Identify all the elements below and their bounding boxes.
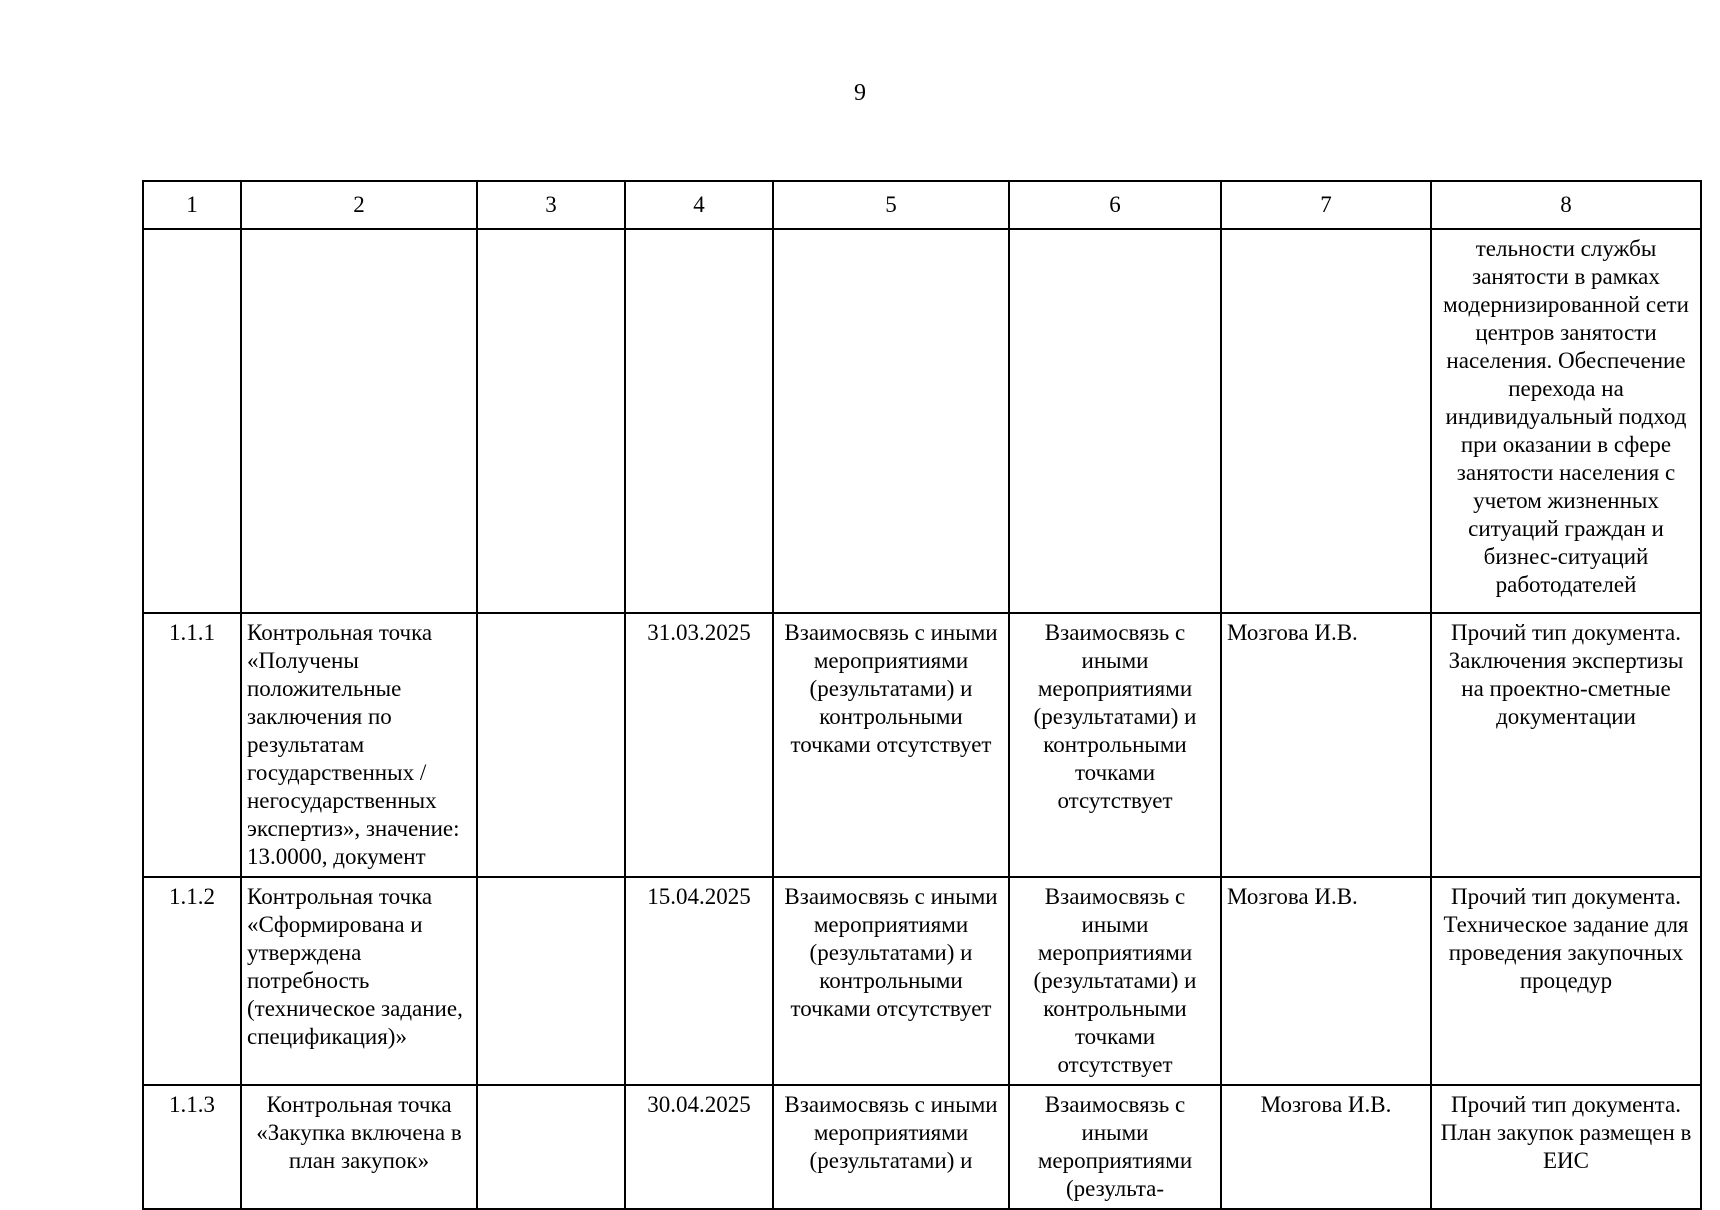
table-cell [477, 613, 625, 877]
document-type: Прочий тип документа. Техническое задание для проведения закупочных процедур [1431, 877, 1701, 1085]
relation-text: Взаимосвязь с иными мероприятиями (результатами) и [773, 1085, 1009, 1209]
relation-text: Взаимосвязь с иными мероприятиями (результатами) и контрольными точками отсутствует [1009, 877, 1221, 1085]
control-points-table [142, 180, 1702, 1210]
table-cell [1221, 229, 1431, 613]
continuation-row [143, 229, 1701, 613]
continuation-text: тельности службы занятости в рамках модернизированной сети центров занятости населения. Обеспечение перехода на индивидуальный подход при оказании в сфере занятости населения с учетом жизненных ситуаций граждан и бизнес-ситуаций работодателей [1431, 229, 1701, 613]
deadline-date: 31.03.2025 [625, 613, 773, 877]
responsible-person: Мозгова И.В. [1221, 877, 1431, 1085]
page-number: 9 [854, 80, 866, 106]
control-point-name: Контрольная точка «Сформирована и утверждена потребность (техническое задание, спецификация)» [241, 877, 477, 1085]
table-cell [773, 229, 1009, 613]
relation-text: Взаимосвязь с иными мероприятиями (результа- [1009, 1085, 1221, 1209]
column-header: 2 [241, 181, 477, 229]
relation-text: Взаимосвязь с иными мероприятиями (результатами) и контрольными точками отсутствует [773, 613, 1009, 877]
table-cell [241, 229, 477, 613]
table-cell [477, 229, 625, 613]
column-header: 8 [1431, 181, 1701, 229]
row-number: 1.1.2 [143, 877, 241, 1085]
table-cell [143, 229, 241, 613]
control-point-name: Контрольная точка «Закупка включена в план закупок» [241, 1085, 477, 1209]
row-number: 1.1.1 [143, 613, 241, 877]
table-cell [477, 877, 625, 1085]
column-number-row [143, 181, 1701, 229]
relation-text: Взаимосвязь с иными мероприятиями (результатами) и контрольными точками отсутствует [773, 877, 1009, 1085]
relation-text: Взаимосвязь с иными мероприятиями (результатами) и контрольными точками отсутствует [1009, 613, 1221, 877]
control-point-name: Контрольная точка «Получены положительные заключения по результатам государственных / негосударственных экспертиз», значение: 13.0000, документ [241, 613, 477, 877]
document-type: Прочий тип документа. План закупок размещен в ЕИС [1431, 1085, 1701, 1209]
table-cell [625, 229, 773, 613]
column-header: 6 [1009, 181, 1221, 229]
table-row [143, 1085, 1701, 1209]
column-header: 3 [477, 181, 625, 229]
column-header: 1 [143, 181, 241, 229]
deadline-date: 30.04.2025 [625, 1085, 773, 1209]
table-cell [477, 1085, 625, 1209]
table-row [143, 613, 1701, 877]
column-header: 4 [625, 181, 773, 229]
deadline-date: 15.04.2025 [625, 877, 773, 1085]
column-header: 5 [773, 181, 1009, 229]
table-row [143, 877, 1701, 1085]
table-cell [1009, 229, 1221, 613]
document-type: Прочий тип документа. Заключения экспертизы на проектно-сметные документации [1431, 613, 1701, 877]
column-header: 7 [1221, 181, 1431, 229]
responsible-person: Мозгова И.В. [1221, 613, 1431, 877]
responsible-person: Мозгова И.В. [1221, 1085, 1431, 1209]
row-number: 1.1.3 [143, 1085, 241, 1209]
